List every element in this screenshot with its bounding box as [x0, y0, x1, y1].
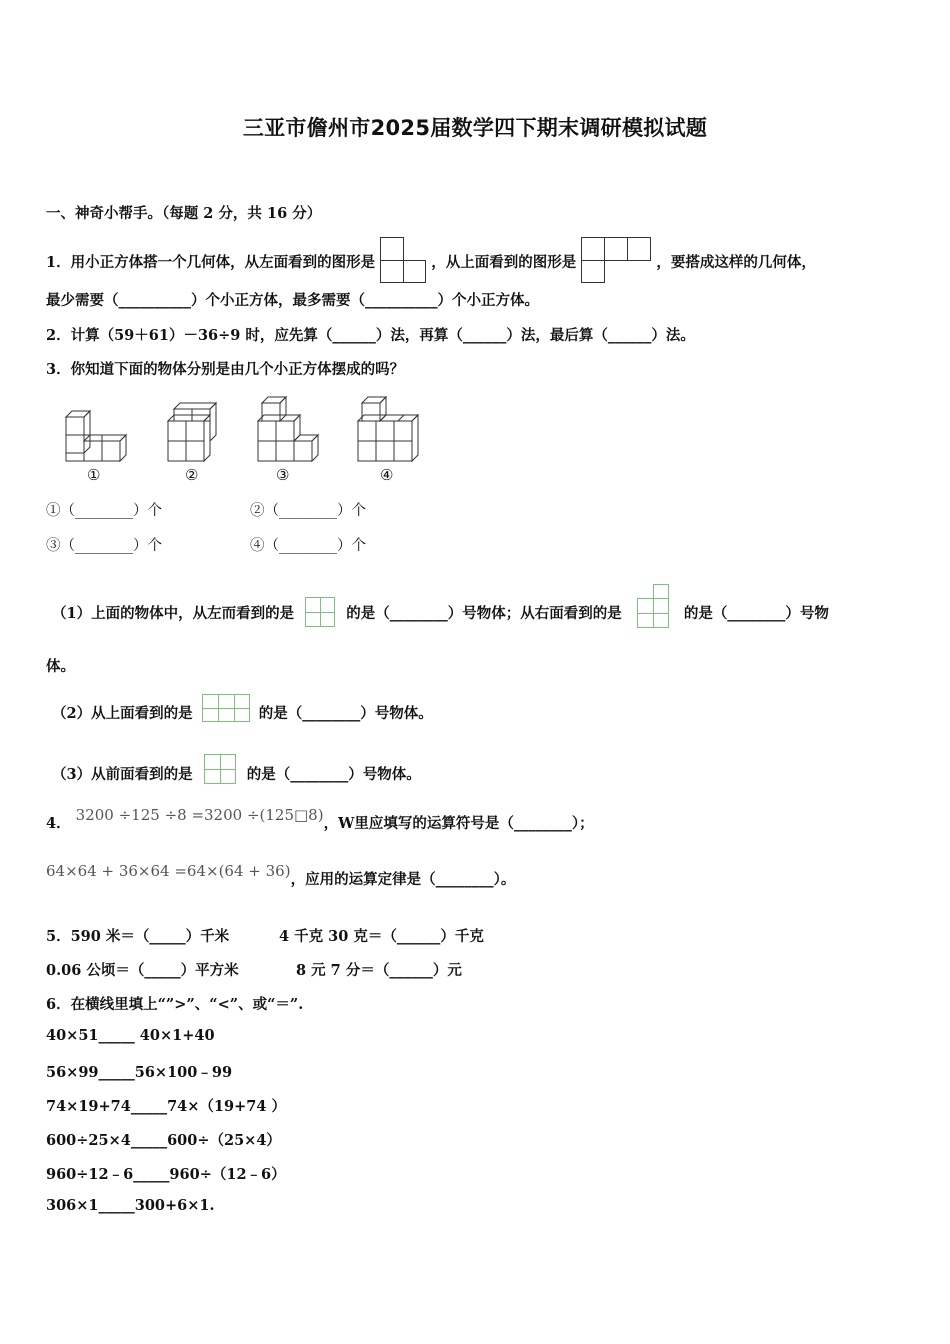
section-heading: 一、神奇小帮手。（每题 2 分，共 16 分）	[46, 205, 322, 222]
q6-item: 40×51_____ 40×1+40	[46, 1027, 215, 1044]
q3-sub2	[52, 700, 433, 728]
sub1-text-b: 的是（________）号物体；从右面看到的是	[346, 605, 622, 622]
q6-item: 74×19+74_____74×（19+74 ）	[46, 1098, 286, 1115]
sub2-text-a: （2）从上面看到的是	[52, 705, 193, 722]
cube-figure-2	[168, 403, 216, 461]
cube-figure-1	[66, 411, 126, 461]
green-right-view	[637, 584, 669, 628]
sub1-text-a: （1）上面的物体中，从左而看到的是	[52, 605, 295, 622]
cube-figure-4	[358, 397, 418, 461]
q1-text-a: 1．用小正方体搭一个几何体，从左面看到的图形是	[46, 254, 376, 271]
sub3-text-a: （3）从前面看到的是	[52, 766, 193, 783]
question-4-line2	[46, 862, 516, 889]
figure-label-1: ①	[87, 466, 101, 484]
question-1-line2: 最少需要（__________）个小正方体，最多需要（__________）个小正方体。	[46, 292, 539, 309]
question-6: 6．在横线里填上“”>”、“<”、或“＝”.	[46, 996, 304, 1013]
question-5b: 4 千克 30 克＝（______）千克	[279, 928, 484, 945]
question-5c: 0.06 公顷＝（_____）平方米	[46, 962, 239, 979]
q3-sub1	[52, 592, 829, 636]
answer-2: ②（________）个	[250, 503, 366, 519]
question-4-line1	[46, 806, 594, 833]
q4-expression-2: 64×64 + 36×64 =64×(64 + 36)	[46, 862, 291, 880]
question-5d: 8 元 7 分＝（______）元	[296, 962, 462, 979]
question-1-line1	[46, 240, 816, 286]
q4-expression-1: 3200 ÷125 ÷8 =3200 ÷(125□8)	[75, 806, 324, 824]
answer-4: ④（________）个	[250, 538, 366, 554]
green-top-view	[202, 694, 250, 722]
q6-item: 960÷12﹣6_____960÷（12﹣6）	[46, 1166, 286, 1183]
q4-text-2: ，应用的运算定律是（________）。	[290, 871, 516, 888]
top-view-figure	[581, 237, 651, 283]
left-view-figure	[380, 237, 426, 283]
figure-label-3: ③	[276, 466, 290, 484]
q4-text-1: ，W里应填写的运算符号是（________）；	[323, 815, 594, 832]
q6-item: 56×99_____56×100﹣99	[46, 1064, 233, 1081]
q1-text-c: ，要搭成这样的几何体，	[656, 254, 816, 271]
green-front-view	[204, 754, 236, 784]
cube-figure-3	[258, 397, 318, 461]
figure-label-4: ④	[380, 466, 394, 484]
answer-3: ③（________）个	[46, 538, 162, 554]
figure-label-2: ②	[185, 466, 199, 484]
sub2-text-b: 的是（________）号物体。	[258, 705, 433, 722]
sub3-text-b: 的是（________）号物体。	[246, 766, 421, 783]
page-title: 三亚市儋州市2025届数学四下期末调研模拟试题	[242, 116, 708, 140]
q6-item: 600÷25×4_____600÷（25×4）	[46, 1132, 281, 1149]
green-2x2-left-view	[305, 597, 335, 627]
q3-sub3	[52, 760, 421, 790]
question-3: 3．你知道下面的物体分别是由几个小正方体摆成的吗？	[46, 361, 405, 378]
q4-number: 4．	[46, 815, 71, 832]
sub1-text-c: 的是（________）号物	[683, 605, 829, 622]
answer-1: ①（________）个	[46, 503, 162, 519]
question-2: 2．计算（59＋61）－36÷9 时，应先算（______）法，再算（______）法，最后算（______）法。	[46, 327, 695, 344]
question-5a: 5．590 米＝（_____）千米	[46, 928, 230, 945]
q1-text-b: ，从上面看到的图形是	[431, 254, 577, 271]
q3-sub1-continued: 体。	[46, 658, 75, 675]
q6-item: 306×1_____300+6×1.	[46, 1197, 215, 1214]
